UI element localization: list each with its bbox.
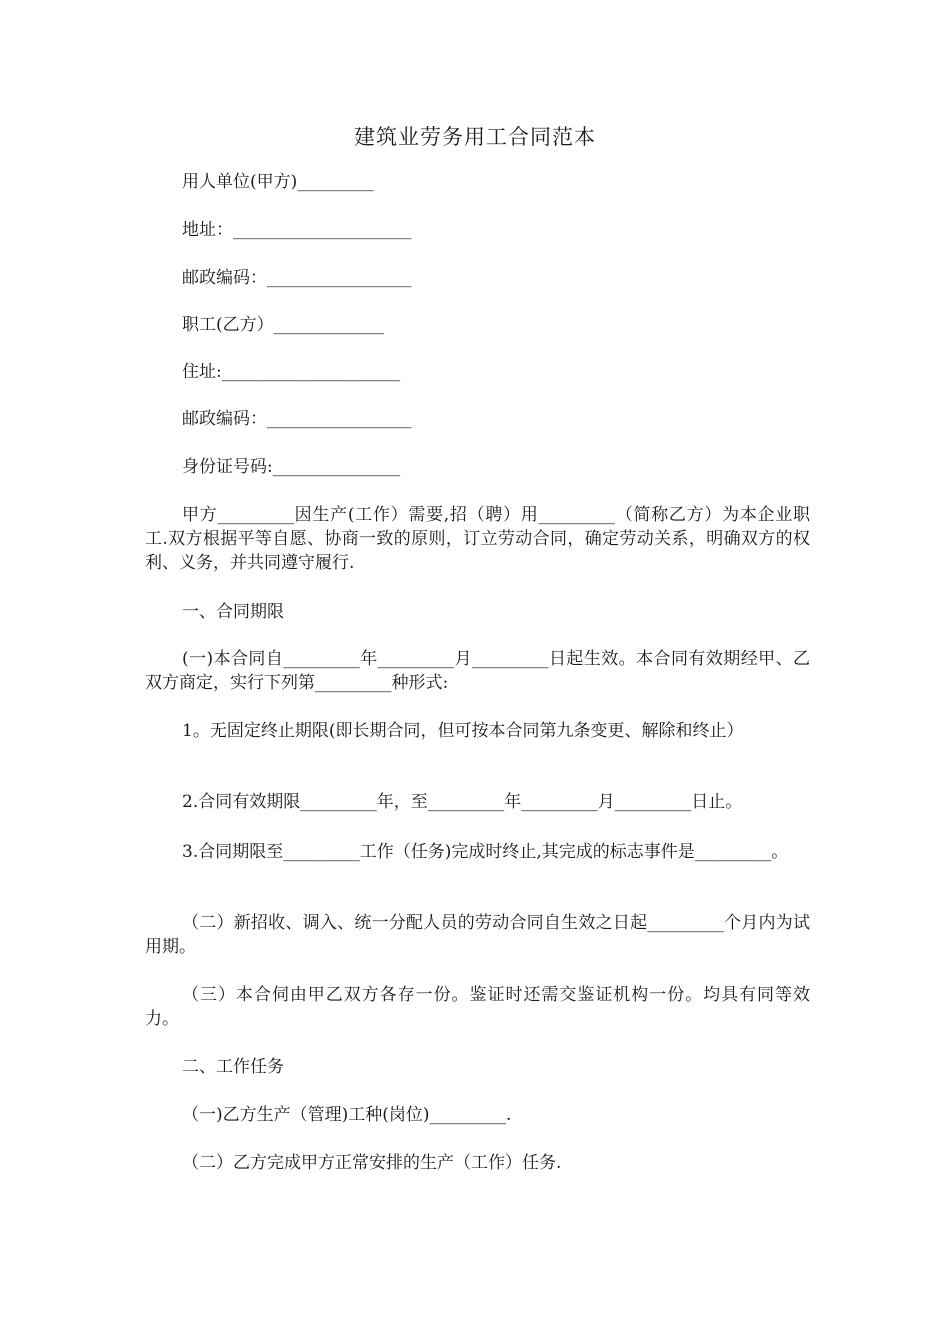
employer-postcode-field: 邮政编码：_________________ <box>182 268 412 288</box>
section-2-item-1: （一)乙方生产（管理)工种(岗位)_________. <box>182 1105 512 1125</box>
employee-postcode-field: 邮政编码：_________________ <box>182 409 412 429</box>
employee-field: 职工(乙方）_____________ <box>182 315 385 335</box>
employer-address-field: 地址：_____________________ <box>182 220 412 240</box>
section-1-item-1: (一)本合同自_________年_________月_________日起生效。本合同有效期经甲、乙双方商定，实行下列第_________种形式: <box>145 649 810 693</box>
section-1-option-1: 1。无固定终止期限(即长期合同，但可按本合同第九条变更、解除和终止） <box>182 721 744 741</box>
employee-address-field: 住址:_____________________ <box>182 362 401 382</box>
section-1-item-2: （二）新招收、调入、统一分配人员的劳动合同自生效之日起_________个月内为试用期。 <box>145 913 810 957</box>
preamble-paragraph: 甲方_________因生产(工作）需要,招（聘）用_________（简称乙方）为本企业职工.双方根据平等自愿、协商一致的原则，订立劳动合同，确定劳动关系，明确双方的权利、义务，并共同遵守履行. <box>145 505 810 573</box>
section-2-item-2: （二）乙方完成甲方正常安排的生产（工作）任务. <box>182 1153 562 1173</box>
section-1-option-2: 2.合同有效期限_________年，至_________年_________月_________日止。 <box>182 792 743 812</box>
section-1-item-3: （三）本合伺由甲乙双方各存一份。鉴证时还需交鉴证机构一份。均具有同等效力。 <box>145 985 810 1029</box>
document-title: 建筑业劳务用工合同范本 <box>354 125 596 149</box>
section-2-heading: 二、工作任务 <box>182 1057 284 1077</box>
section-1-option-3: 3.合同期限至_________工作（任务)完成时终止,其完成的标志事件是_________。 <box>182 842 789 862</box>
employer-field: 用人单位(甲方)_________ <box>182 172 374 192</box>
id-number-field: 身份证号码:_______________ <box>182 457 401 477</box>
section-1-heading: 一、合同期限 <box>182 602 284 622</box>
